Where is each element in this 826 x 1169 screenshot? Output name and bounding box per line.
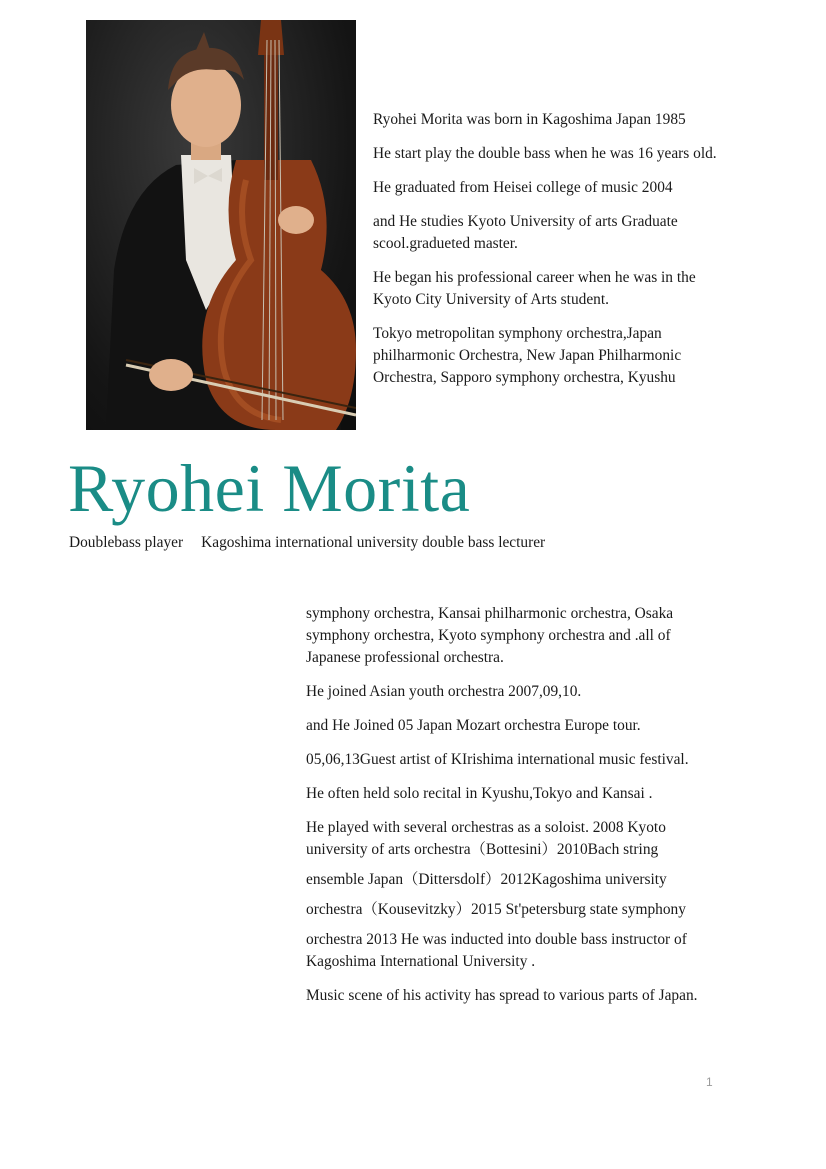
bio-paragraph: 05,06,13Guest artist of KIrishima international music festival.	[306, 751, 689, 768]
bio-paragraph: orchestra（Kousevitzky）2015 St'petersburg state symphony	[306, 901, 686, 918]
bio-paragraph: Ryohei Morita was born in Kagoshima Japan 1985	[373, 111, 686, 128]
bio-paragraph: Tokyo metropolitan symphony orchestra,Japan philharmonic Orchestra, New Japan Philharmonic Orchestra, Sapporo symphony orchestra, Kyushu	[373, 325, 682, 386]
double-bass-player-photo-icon	[86, 20, 356, 430]
bio-paragraph: symphony orchestra, Kansai philharmonic orchestra, Osaka symphony orchestra, Kyoto symphony orchestra and .all of Japanese professional orchestra.	[306, 605, 674, 666]
bio-top-column	[373, 109, 723, 401]
page-number: 1	[706, 1075, 713, 1089]
role-label: Doublebass player	[69, 534, 184, 551]
position-label: Kagoshima international university double bass lecturer	[201, 534, 546, 551]
artist-name: Ryohei Morita	[68, 450, 471, 526]
bio-paragraph: He start play the double bass when he was 16 years old.	[373, 145, 717, 162]
bio-paragraph: orchestra 2013 He was inducted into double bass instructor of Kagoshima International University .	[306, 931, 687, 970]
bio-paragraph: He graduated from Heisei college of music 2004	[373, 179, 673, 196]
bio-paragraph: He joined Asian youth orchestra 2007,09,10.	[306, 683, 582, 700]
bio-paragraph: He began his professional career when he was in the Kyoto City University of Arts student.	[373, 269, 696, 308]
bio-paragraph: He often held solo recital in Kyushu,Tokyo and Kansai .	[306, 785, 653, 802]
profile-photo	[86, 20, 356, 430]
bio-paragraph: and He Joined 05 Japan Mozart orchestra Europe tour.	[306, 717, 641, 734]
subtitle	[69, 532, 545, 554]
bio-paragraph: ensemble Japan（Dittersdolf）2012Kagoshima university	[306, 871, 667, 888]
bio-paragraph: Music scene of his activity has spread to various parts of Japan.	[306, 987, 698, 1004]
bio-paragraph: He played with several orchestras as a soloist. 2008 Kyoto university of arts orchestra（Bottesini）2010Bach string	[306, 819, 666, 858]
bio-paragraph: and He studies Kyoto University of arts Graduate scool.gradueted master.	[373, 213, 678, 252]
bio-bottom-column	[306, 603, 726, 1019]
